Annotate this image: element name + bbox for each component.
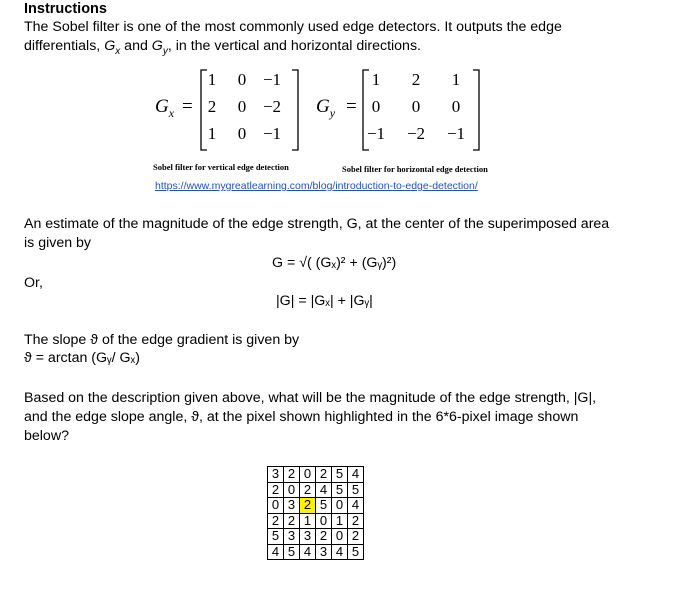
pixel-cell: 0 [316, 513, 332, 529]
caption-vertical: Sobel filter for vertical edge detection [153, 162, 289, 172]
pixel-cell: 0 [268, 498, 284, 514]
gy-symbol: $G_y$ [151, 38, 168, 57]
pixel-cell: 2 [284, 467, 300, 483]
pixel-cell: 1 [332, 513, 348, 529]
pixel-cell: 4 [348, 467, 364, 483]
pixel-cell: 3 [284, 529, 300, 545]
grid-row [268, 513, 364, 529]
gx-matrix-cell: −1 [262, 70, 282, 89]
pixel-grid [267, 466, 364, 560]
pixel-cell: 2 [268, 513, 284, 529]
gy-matrix-cell: 0 [371, 97, 381, 116]
gy-matrix-cell: −2 [406, 124, 426, 143]
gy-matrix-cell: −1 [366, 124, 386, 143]
formula-manhattan: |G| = |Gₓ| + |Gᵧ| [276, 293, 373, 309]
pixel-cell: 3 [284, 498, 300, 514]
pixel-cell: 3 [300, 529, 316, 545]
gy-matrix-cell: 1 [451, 70, 461, 89]
pixel-cell: 2 [316, 529, 332, 545]
gy-matrix-cell: 1 [371, 70, 381, 89]
gx-kernel-label: $G_x$ [155, 96, 175, 120]
slope-formula: ϑ = arctan (Gᵧ/ Gₓ) [24, 350, 140, 366]
question-line-1: Based on the description given above, what will be the magnitude of the edge strength, |G|, [24, 390, 597, 406]
slope-line-1: The slope ϑ of the edge gradient is given by [24, 332, 300, 348]
caption-horizontal: Sobel filter for horizontal edge detection [342, 164, 488, 174]
pixel-cell: 4 [348, 498, 364, 514]
pixel-cell: 0 [284, 482, 300, 498]
grid-row [268, 544, 364, 560]
magnitude-line-2: is given by [24, 235, 92, 251]
gx-matrix-cell: 0 [237, 97, 247, 116]
page-title: Instructions [24, 1, 107, 17]
pixel-cell: 5 [284, 544, 300, 560]
gx-equals: = [182, 96, 193, 117]
gx-matrix-cell: 2 [207, 97, 217, 116]
question-line-2: and the edge slope angle, ϑ, at the pixel shown highlighted in the 6*6-pixel image shown [24, 409, 579, 425]
or-label: Or, [24, 275, 43, 291]
intro-text-a: differentials, [24, 38, 105, 54]
pixel-cell: 5 [332, 482, 348, 498]
gx-matrix-cell: 0 [237, 124, 247, 143]
question-line-3: below? [24, 428, 69, 444]
pixel-cell: 2 [348, 513, 364, 529]
pixel-cell: 0 [300, 467, 316, 483]
highlighted-pixel: 2 [300, 498, 316, 514]
pixel-cell: 5 [332, 467, 348, 483]
pixel-cell: 0 [332, 498, 348, 514]
intro-and: and [120, 38, 152, 54]
pixel-cell: 2 [316, 467, 332, 483]
pixel-cell: 2 [300, 482, 316, 498]
grid-row [268, 482, 364, 498]
gy-matrix-cell: 2 [411, 70, 421, 89]
pixel-cell: 5 [348, 482, 364, 498]
pixel-cell: 2 [284, 513, 300, 529]
gx-matrix-cell: 1 [207, 124, 217, 143]
pixel-cell: 3 [316, 544, 332, 560]
gx-matrix-cell: 0 [237, 70, 247, 89]
gx-symbol: $G_x$ [104, 38, 121, 57]
gx-matrix-cell: −2 [262, 97, 282, 116]
magnitude-line-1: An estimate of the magnitude of the edge strength, G, at the center of the superimposed area [24, 216, 610, 232]
pixel-cell: 5 [316, 498, 332, 514]
gy-matrix-cell: −1 [446, 124, 466, 143]
pixel-cell: 4 [300, 544, 316, 560]
formula-euclidean: G = √( (Gₓ)² + (Gᵧ)²) [272, 255, 397, 271]
pixel-cell: 4 [268, 544, 284, 560]
intro-line-2 [24, 37, 421, 61]
gx-matrix-cell: 1 [207, 70, 217, 89]
pixel-cell: 5 [268, 529, 284, 545]
pixel-cell: 2 [268, 482, 284, 498]
gy-equals: = [346, 96, 357, 117]
intro-text-b: , in the vertical and horizontal directions. [167, 38, 421, 54]
grid-row [268, 529, 364, 545]
grid-row [268, 498, 364, 514]
pixel-cell: 0 [332, 529, 348, 545]
gy-matrix-cell: 0 [451, 97, 461, 116]
gx-matrix-cell: −1 [262, 124, 282, 143]
intro-line-1: The Sobel filter is one of the most commonly used edge detectors. It outputs the edge [24, 19, 562, 35]
pixel-cell: 4 [332, 544, 348, 560]
gy-matrix-cell: 0 [411, 97, 421, 116]
pixel-cell: 5 [348, 544, 364, 560]
grid-row [268, 467, 364, 483]
pixel-cell: 1 [300, 513, 316, 529]
pixel-cell: 3 [268, 467, 284, 483]
pixel-cell: 2 [348, 529, 364, 545]
gy-kernel-label: $G_y$ [316, 96, 336, 120]
source-link[interactable]: https://www.mygreatlearning.com/blog/introduction-to-edge-detection/ [155, 180, 478, 192]
pixel-cell: 4 [316, 482, 332, 498]
